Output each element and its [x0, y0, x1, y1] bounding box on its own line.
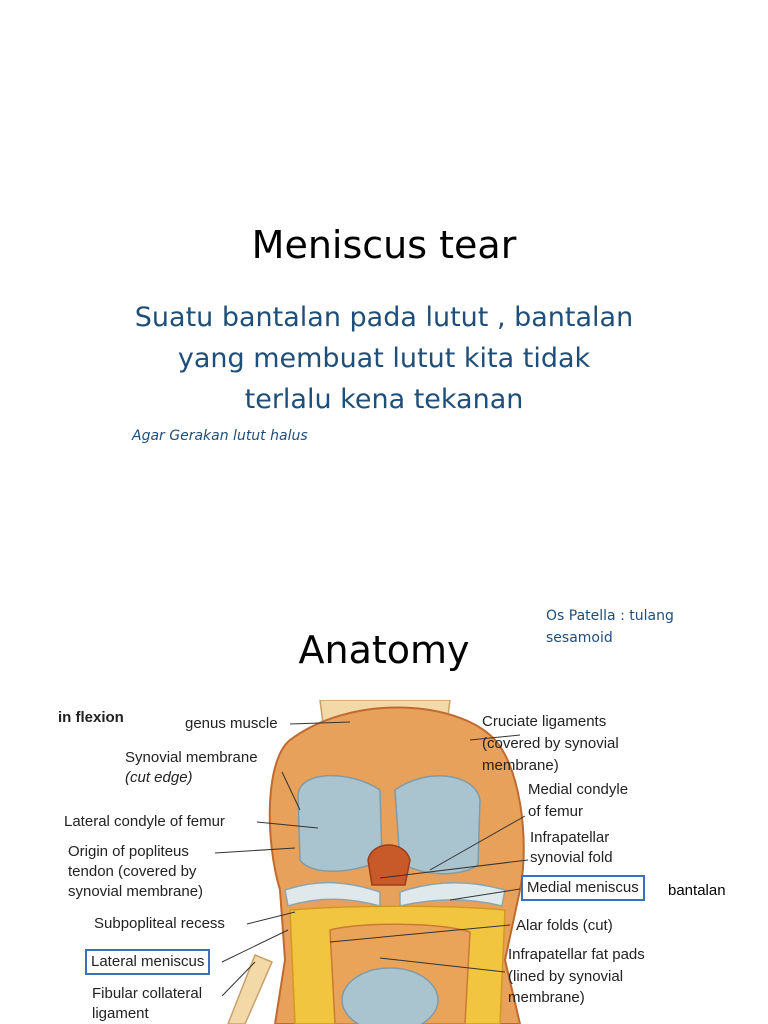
- side-note-line: Os Patella : tulang: [546, 608, 674, 624]
- label-synovial-membrane: Synovial membrane: [125, 749, 258, 766]
- section-heading: Anatomy: [298, 628, 470, 672]
- label-popliteus-2: tendon (covered by: [68, 863, 197, 880]
- label-lateral-condyle: Lateral condyle of femur: [64, 813, 225, 830]
- side-note-line: sesamoid: [546, 630, 613, 646]
- label-genus-muscle: genus muscle: [185, 715, 278, 732]
- label-fat-pads-3: membrane): [508, 989, 585, 1006]
- subtitle-line: Suatu bantalan pada lutut , bantalan: [134, 302, 634, 333]
- label-infrapatellar-1: Infrapatellar: [530, 829, 610, 846]
- label-lateral-meniscus: Lateral meniscus: [88, 952, 207, 972]
- label-subpopliteal-recess: Subpopliteal recess: [94, 915, 225, 932]
- label-medial-condyle-2: of femur: [528, 803, 584, 820]
- label-alar-folds: Alar folds (cut): [516, 917, 613, 934]
- label-fibular-collateral-1: Fibular collateral: [92, 985, 203, 1002]
- label-medial-condyle-1: Medial condyle: [528, 781, 629, 798]
- label-cruciate-3: membrane): [482, 757, 559, 774]
- figure-view-label: in flexion: [58, 709, 124, 726]
- label-fat-pads-2: (lined by synovial: [508, 968, 624, 985]
- label-fibular-collateral-2: ligament: [92, 1005, 149, 1022]
- label-medial-meniscus: Medial meniscus: [524, 878, 642, 898]
- meniscus-annotation: bantalan: [668, 882, 726, 899]
- slide-note: Agar Gerakan lutut halus: [132, 428, 308, 444]
- label-fat-pads-1: Infrapatellar fat pads: [508, 946, 645, 963]
- label-popliteus-3: synovial membrane): [68, 883, 204, 900]
- label-cruciate-1: Cruciate ligaments: [482, 713, 607, 730]
- label-popliteus-1: Origin of popliteus: [68, 843, 189, 860]
- subtitle-line: yang membuat lutut kita tidak: [177, 343, 591, 374]
- label-cruciate-2: (covered by synovial: [482, 735, 619, 752]
- knee-anatomy-figure: [50, 700, 660, 1024]
- label-infrapatellar-2: synovial fold: [530, 849, 613, 866]
- slide-subtitle: [110, 297, 658, 420]
- subtitle-line: terlalu kena tekanan: [244, 384, 524, 415]
- slide-title: Meniscus tear: [251, 223, 517, 267]
- label-synovial-membrane-sub: (cut edge): [125, 769, 193, 786]
